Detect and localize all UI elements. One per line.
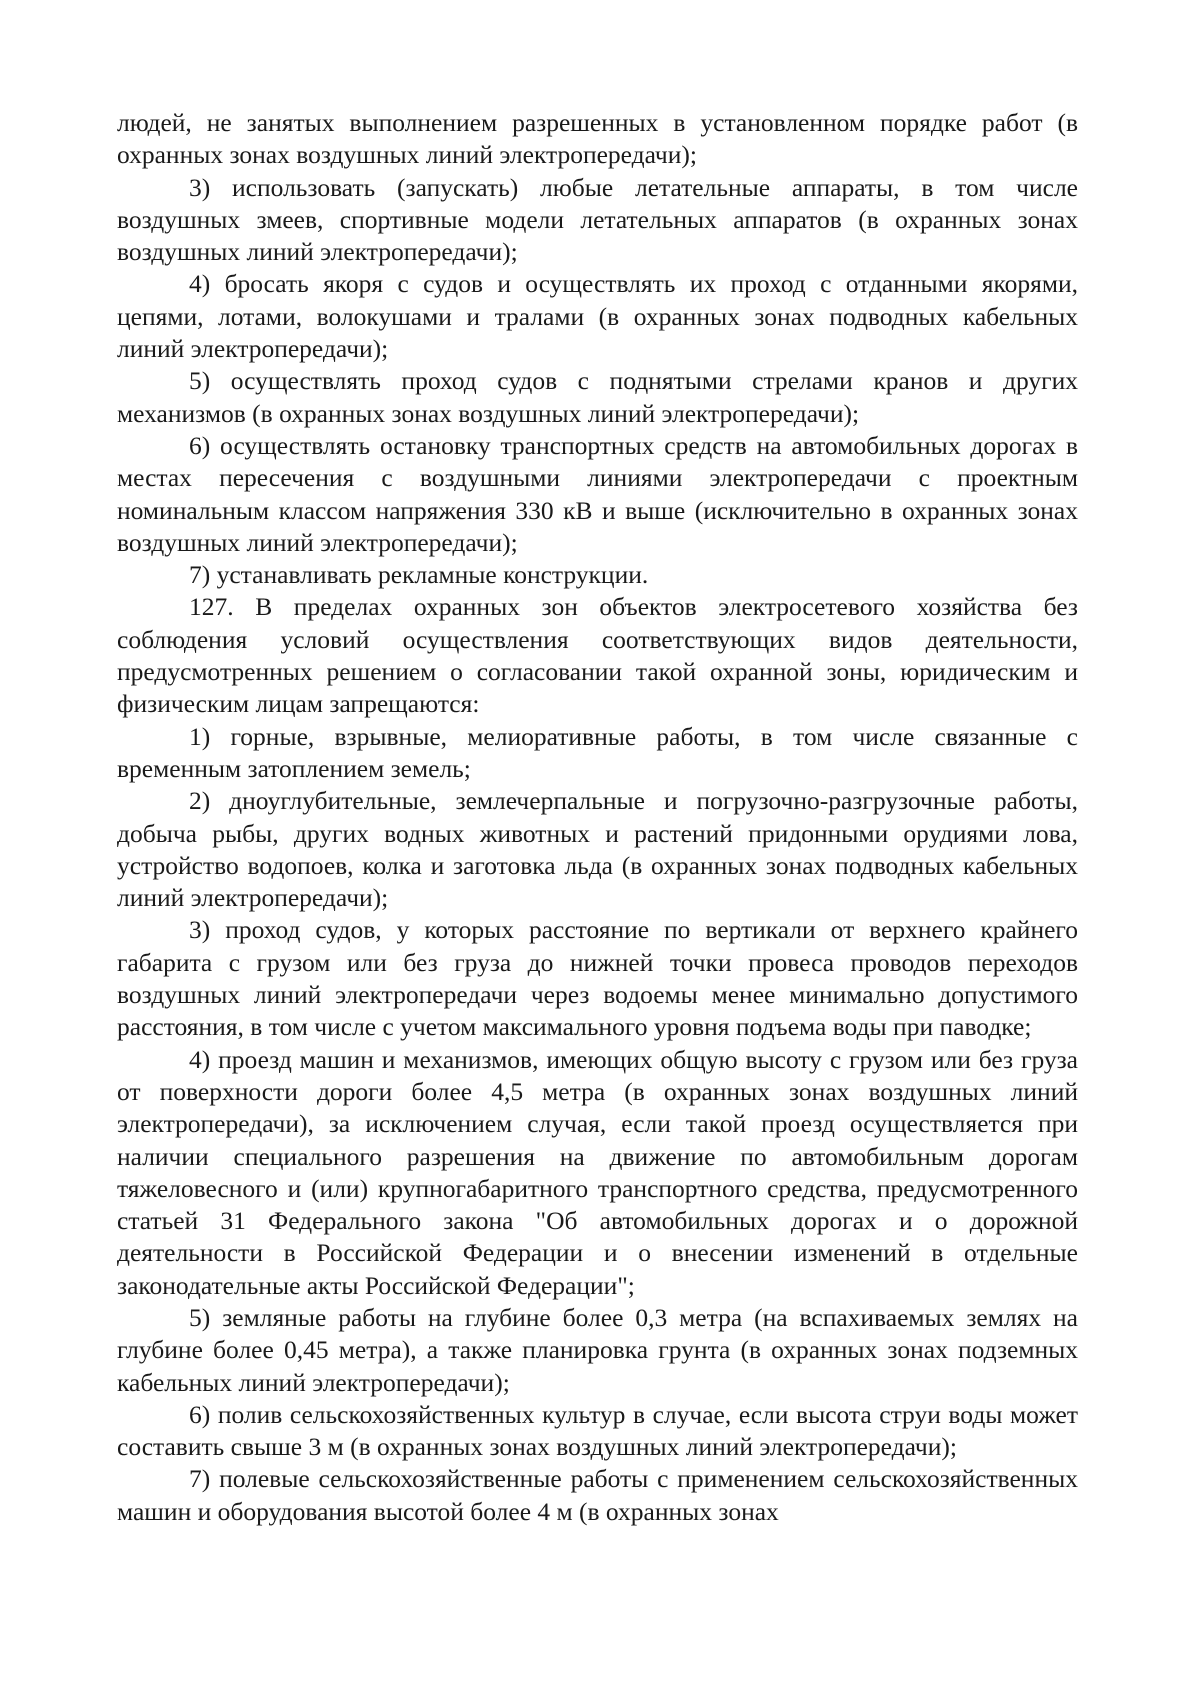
paragraph-item-6-vehicle-stop: 6) осуществлять остановку транспортных средств на автомобильных дорогах в местах пересечения с воздушными линиями электропередачи с проектным номинальным классом напряжения 330 кВ и выше (исключительно в охранных зонах воздушных линий электропередачи); — [117, 430, 1078, 557]
paragraph-clause-127-item-4: 4) проезд машин и механизмов, имеющих общую высоту с грузом или без груза от поверхности дороги более 4,5 метра (в охранных зонах воздушных линий электропередачи), за исключением случая, если такой проезд осуществляется при наличии специального разрешения на движение по автомобильным дорогам тяжеловесного и (или) крупногабаритного транспортного средства, предусмотренного статьей 31 Федерального закона "Об автомобильных дорогах и о дорожной деятельности в Российской Федерации и о внесении изменений в отдельные законодательные акты Российской Федерации"; — [117, 1044, 1078, 1300]
paragraph-clause-127: 127. В пределах охранных зон объектов электросетевого хозяйства без соблюдения условий осуществления соответствующих видов деятельности, предусмотренных решением о согласовании такой охранной зоны, юридическим и физическим лицам запрещаются: — [117, 592, 1078, 719]
paragraph-clause-127-item-3: 3) проход судов, у которых расстояние по вертикали от верхнего крайнего габарита с грузом или без груза до нижней точки провеса проводов переходов воздушных линий электропередачи через водоемы менее минимально допустимого расстояния, в том числе с учетом максимального уровня подъема воды при паводке; — [117, 915, 1078, 1042]
paragraph-clause-127-item-6: 6) полив сельскохозяйственных культур в случае, если высота струи воды может составить свыше 3 м (в охранных зонах воздушных линий электропередачи); — [117, 1399, 1078, 1462]
document-page — [117, 107, 1078, 1528]
paragraph-item-4-anchors: 4) бросать якоря с судов и осуществлять их проход с отданными якорями, цепями, лотами, волокушами и тралами (в охранных зонах подводных кабельных линий электропередачи); — [117, 269, 1078, 364]
paragraph-item-7-advertising: 7) устанавливать рекламные конструкции. — [189, 560, 649, 590]
paragraph-item-3-flying-devices: 3) использовать (запускать) любые летательные аппараты, в том числе воздушных змеев, спортивные модели летательных аппаратов (в охранных зонах воздушных линий электропередачи); — [117, 172, 1078, 267]
paragraph-clause-127-item-2: 2) дноуглубительные, землечерпальные и погрузочно-разгрузочные работы, добыча рыбы, других водных животных и растений придонными орудиями лова, устройство водопоев, колка и заготовка льда (в охранных зонах подводных кабельных линий электропередачи); — [117, 786, 1078, 913]
paragraph-clause-127-item-1: 1) горные, взрывные, мелиоративные работы, в том числе связанные с временным затоплением земель; — [117, 721, 1078, 783]
paragraph-item-5-ship-passage: 5) осуществлять проход судов с поднятыми стрелами кранов и других механизмов (в охранных зонах воздушных линий электропередачи); — [117, 366, 1078, 428]
paragraph-clause-127-item-7: 7) полевые сельскохозяйственные работы с применением сельскохозяйственных машин и оборудования высотой более 4 м (в охранных зонах — [117, 1464, 1078, 1526]
paragraph-continuation: людей, не занятых выполнением разрешенных в установленном порядке работ (в охранных зонах воздушных линий электропередачи); — [117, 108, 1078, 170]
paragraph-clause-127-item-5: 5) земляные работы на глубине более 0,3 метра (на вспахиваемых землях на глубине более 0,45 метра), а также планировка грунта (в охранных зонах подземных кабельных линий электропередачи); — [117, 1302, 1078, 1397]
